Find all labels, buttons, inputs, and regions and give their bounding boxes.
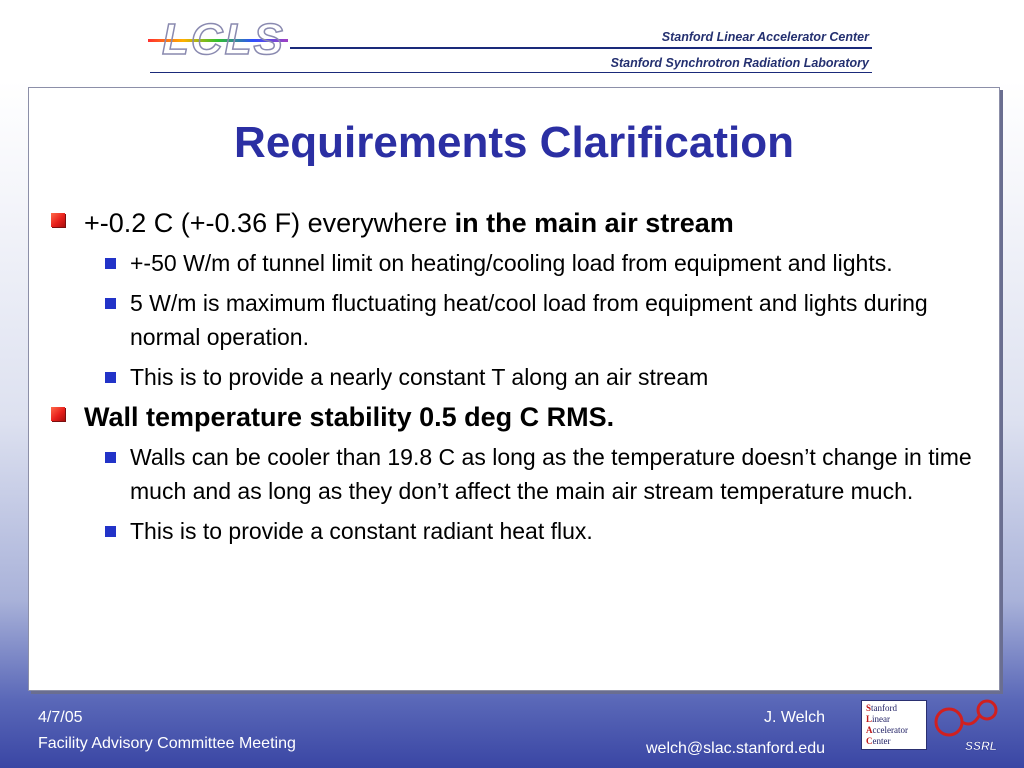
- header-rule-top: [290, 47, 872, 49]
- bullet-level1: [29, 206, 999, 240]
- ssrl-logo: [927, 698, 1003, 754]
- bullet-text: +-50 W/m of tunnel limit on heating/cooling load from equipment and lights.: [130, 250, 893, 276]
- bullet-level2: [29, 514, 999, 548]
- footer-author: J. Welch: [763, 709, 825, 726]
- slac-logo-line: Accelerator: [866, 725, 908, 735]
- footer-email: welch@slac.stanford.edu: [646, 740, 825, 757]
- bullet-level2: [29, 286, 999, 354]
- org-name-ssrl: Stanford Synchrotron Radiation Laboratory: [610, 56, 869, 70]
- bullet-text-bold: Wall temperature stability 0.5 deg C RMS.: [84, 402, 615, 432]
- slac-logo-line: Stanford: [866, 703, 898, 713]
- blue-square-bullet-icon: [105, 452, 116, 463]
- slide-panel: [28, 87, 1000, 691]
- footer-meeting: Facility Advisory Committee Meeting: [38, 735, 296, 752]
- red-square-bullet-icon: [51, 213, 65, 227]
- bullet-text: This is to provide a constant radiant heat flux.: [130, 518, 593, 544]
- bullet-level1: [29, 400, 999, 434]
- footer-date: 4/7/05: [38, 709, 83, 726]
- blue-square-bullet-icon: [105, 526, 116, 537]
- bullet-level2: [29, 246, 999, 280]
- lcls-logo-text: LCLS: [162, 15, 285, 64]
- slac-logo-line: Linear: [866, 714, 891, 724]
- org-name-slac: Stanford Linear Accelerator Center: [661, 30, 869, 44]
- lcls-logo: [148, 10, 288, 70]
- header: [0, 0, 1024, 80]
- bullet-text: This is to provide a nearly constant T along an air stream: [130, 364, 709, 390]
- bullet-text-bold: in the main air stream: [454, 208, 734, 238]
- slac-logo: [861, 700, 927, 750]
- header-rule-bottom: [150, 72, 872, 73]
- bullet-text: Walls can be cooler than 19.8 C as long as the temperature doesn’t change in time much and as long as they don’t affect the main air stream temperature much.: [130, 444, 972, 504]
- bullet-list: [29, 206, 999, 554]
- bullet-level2: [29, 360, 999, 394]
- blue-square-bullet-icon: [105, 258, 116, 269]
- bullet-level2: [29, 440, 999, 508]
- bullet-text: +-0.2 C (+-0.36 F) everywhere: [84, 208, 455, 238]
- slide-title: Requirements Clarification: [234, 118, 794, 167]
- blue-square-bullet-icon: [105, 298, 116, 309]
- ssrl-logo-text: SSRL: [965, 739, 998, 753]
- slac-logo-line: Center: [866, 736, 891, 746]
- bullet-text: 5 W/m is maximum fluctuating heat/cool load from equipment and lights during normal operation.: [130, 290, 928, 350]
- blue-square-bullet-icon: [105, 372, 116, 383]
- red-square-bullet-icon: [51, 407, 65, 421]
